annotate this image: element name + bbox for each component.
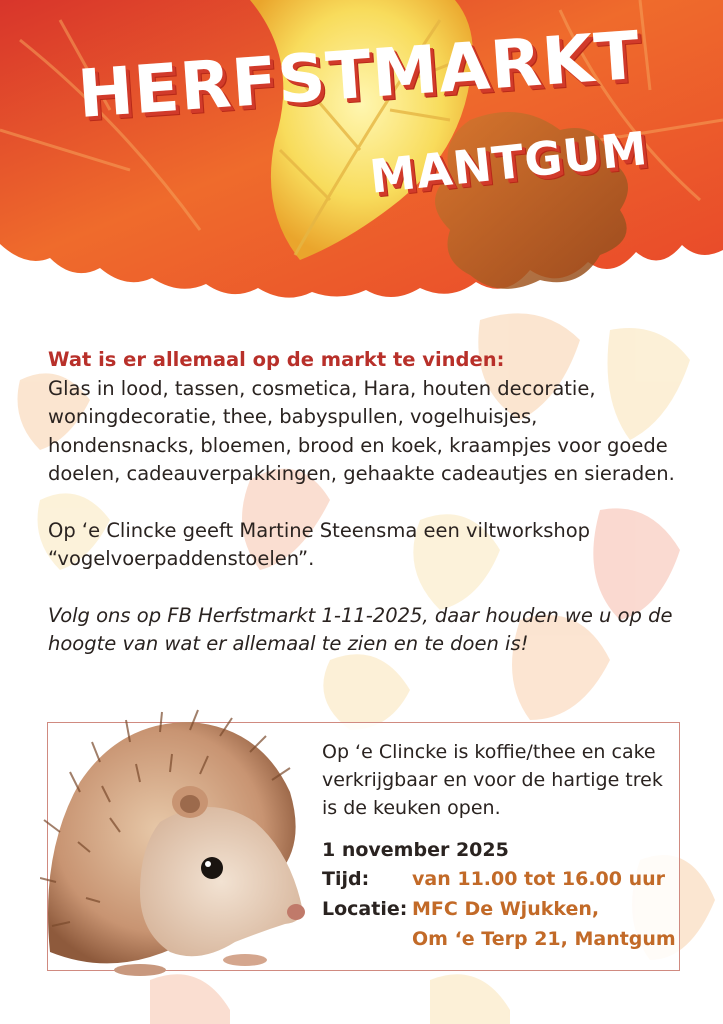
market-items-text: Glas in lood, tassen, cosmetica, Hara, houten decoratie, woningdecoratie, thee, babyspullen, vogelhuisjes, hondensnacks, bloemen, brood en koek, kraampjes voor goede doelen, cadeauverpakkingen, gehaakte cadeautjes en sieraden. xyxy=(48,376,675,485)
poster-subtitle: MANTGUM xyxy=(367,120,651,204)
facebook-text: Volg ons op FB Herfstmarkt 1-11-2025, daar houden we u op de hoogte van wat er allemaal te zien en te doen is! xyxy=(48,603,673,655)
info-text xyxy=(322,738,682,954)
location-line2: Om ‘e Terp 21, Mantgum xyxy=(412,928,676,950)
section-heading: Wat is er allemaal op de markt te vinden: xyxy=(48,348,505,371)
location-row xyxy=(322,894,682,924)
location-row-2 xyxy=(322,924,682,954)
poster-title: HERFSTMARKT xyxy=(75,16,643,133)
event-date: 1 november 2025 xyxy=(322,839,509,861)
title-area xyxy=(0,0,723,300)
location-line1: MFC De Wjukken, xyxy=(412,898,600,920)
time-value: van 11.00 tot 16.00 uur xyxy=(412,868,666,890)
main-content xyxy=(48,346,678,659)
location-label: Locatie: xyxy=(322,898,408,920)
time-row xyxy=(322,864,682,894)
hedgehog-illustration xyxy=(40,702,310,987)
time-label: Tijd: xyxy=(322,868,370,890)
workshop-text: Op ‘e Clincke geeft Martine Steensma een viltworkshop “vogelvoerpaddenstoelen”. xyxy=(48,518,591,570)
catering-text: Op ‘e Clincke is koffie/thee en cake verkrijgbaar en voor de hartige trek is de keuken open. xyxy=(322,741,663,819)
